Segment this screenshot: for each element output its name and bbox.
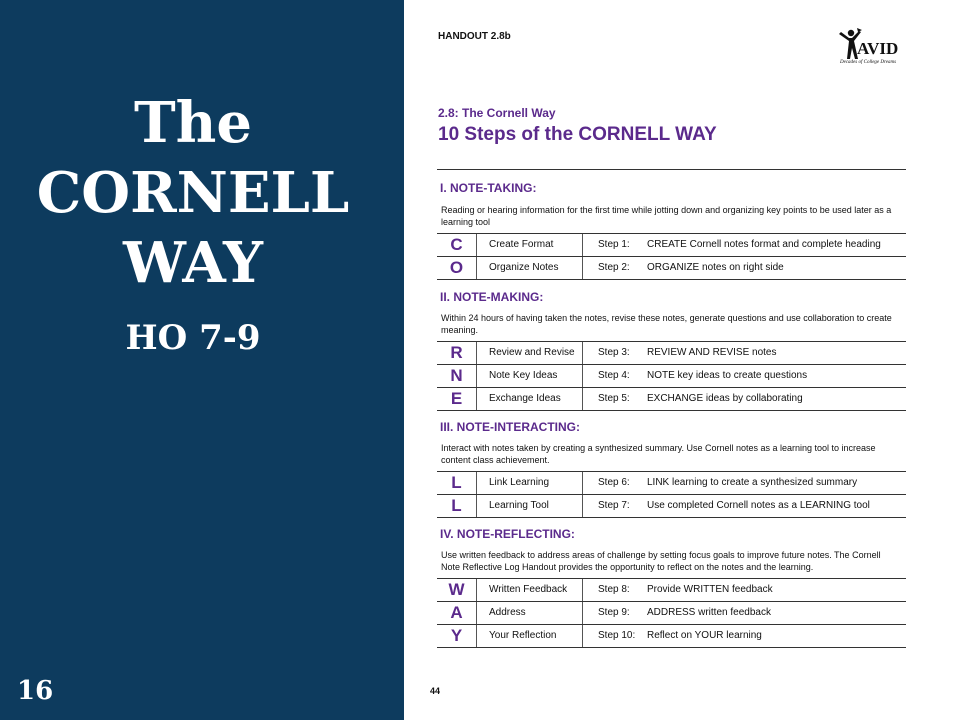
slide-title-line-3: WAY bbox=[123, 230, 263, 296]
section-heading: I. NOTE-TAKING: bbox=[440, 181, 537, 195]
steps-table bbox=[437, 471, 906, 518]
step-number: Step 6: bbox=[598, 477, 630, 488]
step-number: Step 4: bbox=[598, 370, 630, 381]
section-heading: III. NOTE-INTERACTING: bbox=[440, 420, 580, 434]
section-description: Within 24 hours of having taken the notes, revise these notes, generate questions and use collaboration to create meaning. bbox=[441, 313, 892, 335]
step-action: Provide WRITTEN feedback bbox=[647, 584, 773, 595]
step-number: Step 5: bbox=[598, 393, 630, 404]
logo-wordmark: AVID bbox=[857, 39, 899, 58]
table-row bbox=[437, 602, 906, 625]
table-row bbox=[437, 257, 906, 280]
step-action: CREATE Cornell notes format and complete heading bbox=[647, 239, 881, 250]
steps-table bbox=[437, 341, 906, 411]
section-description: Interact with notes taken by creating a synthesized summary. Use Cornell notes as a learning tool to increase content class achievement. bbox=[441, 443, 876, 465]
handout-label: HANDOUT 2.8b bbox=[438, 31, 511, 42]
step-letter: E bbox=[437, 388, 477, 410]
section-heading: IV. NOTE-REFLECTING: bbox=[440, 527, 575, 541]
step-number: Step 2: bbox=[598, 262, 630, 273]
step-letter: L bbox=[437, 495, 477, 517]
logo-tagline: Decades of College Dreams bbox=[840, 60, 897, 65]
table-row bbox=[437, 472, 906, 495]
table-row bbox=[437, 234, 906, 257]
step-action: ADDRESS written feedback bbox=[647, 607, 771, 618]
slide-subtitle: HO 7-9 bbox=[125, 318, 261, 358]
table-row bbox=[437, 365, 906, 388]
slide-title-line-1: The bbox=[133, 90, 252, 156]
step-letter: Y bbox=[437, 625, 477, 647]
page-number: 44 bbox=[430, 686, 441, 696]
table-row bbox=[437, 579, 906, 602]
step-name: Learning Tool bbox=[489, 500, 549, 511]
slide-title-line-2: CORNELL bbox=[36, 160, 350, 226]
step-number: Step 1: bbox=[598, 239, 630, 250]
step-letter: O bbox=[437, 257, 477, 279]
step-name: Written Feedback bbox=[489, 584, 568, 595]
step-letter: A bbox=[437, 602, 477, 624]
table-row bbox=[437, 625, 906, 648]
step-name: Address bbox=[489, 607, 526, 618]
step-name: Exchange Ideas bbox=[489, 393, 561, 404]
step-number: Step 9: bbox=[598, 607, 630, 618]
title-panel bbox=[0, 0, 404, 720]
step-action: Use completed Cornell notes as a LEARNING tool bbox=[647, 500, 870, 511]
step-number: Step 3: bbox=[598, 347, 630, 358]
handout-title: 10 Steps of the CORNELL WAY bbox=[438, 124, 717, 145]
section-heading: II. NOTE-MAKING: bbox=[440, 290, 544, 304]
slide-number: 16 bbox=[17, 676, 54, 706]
step-letter: R bbox=[437, 342, 477, 364]
step-letter: W bbox=[437, 579, 477, 601]
step-action: EXCHANGE ideas by collaborating bbox=[647, 393, 803, 404]
step-name: Create Format bbox=[489, 239, 554, 250]
handout-page bbox=[404, 0, 960, 720]
table-row bbox=[437, 342, 906, 365]
steps-table bbox=[437, 233, 906, 280]
section-description: Reading or hearing information for the first time while jotting down and organizing key points to be used later as a learning tool bbox=[441, 205, 892, 227]
step-letter: C bbox=[437, 234, 477, 256]
step-name: Note Key Ideas bbox=[489, 370, 558, 381]
step-action: Reflect on YOUR learning bbox=[647, 630, 762, 641]
step-number: Step 7: bbox=[598, 500, 630, 511]
step-action: LINK learning to create a synthesized summary bbox=[647, 477, 858, 488]
step-action: REVIEW AND REVISE notes bbox=[647, 347, 777, 358]
avid-logo bbox=[837, 28, 917, 68]
step-action: ORGANIZE notes on right side bbox=[647, 262, 784, 273]
step-action: NOTE key ideas to create questions bbox=[647, 370, 808, 381]
step-number: Step 8: bbox=[598, 584, 630, 595]
section-label: 2.8: The Cornell Way bbox=[438, 106, 556, 120]
step-name: Review and Revise bbox=[489, 347, 575, 358]
table-row bbox=[437, 495, 906, 518]
step-name: Link Learning bbox=[489, 477, 550, 488]
step-name: Organize Notes bbox=[489, 262, 559, 273]
step-letter: L bbox=[437, 472, 477, 494]
step-name: Your Reflection bbox=[489, 630, 557, 641]
step-letter: N bbox=[437, 365, 477, 387]
step-number: Step 10: bbox=[598, 630, 636, 641]
table-row bbox=[437, 388, 906, 411]
divider bbox=[437, 169, 906, 170]
section-description: Use written feedback to address areas of challenge by setting focus goals to improve future notes. The Cornell Note Reflective Log Handout provides the opportunity to reflect on the notes and the learning. bbox=[441, 550, 881, 572]
steps-table bbox=[437, 578, 906, 648]
